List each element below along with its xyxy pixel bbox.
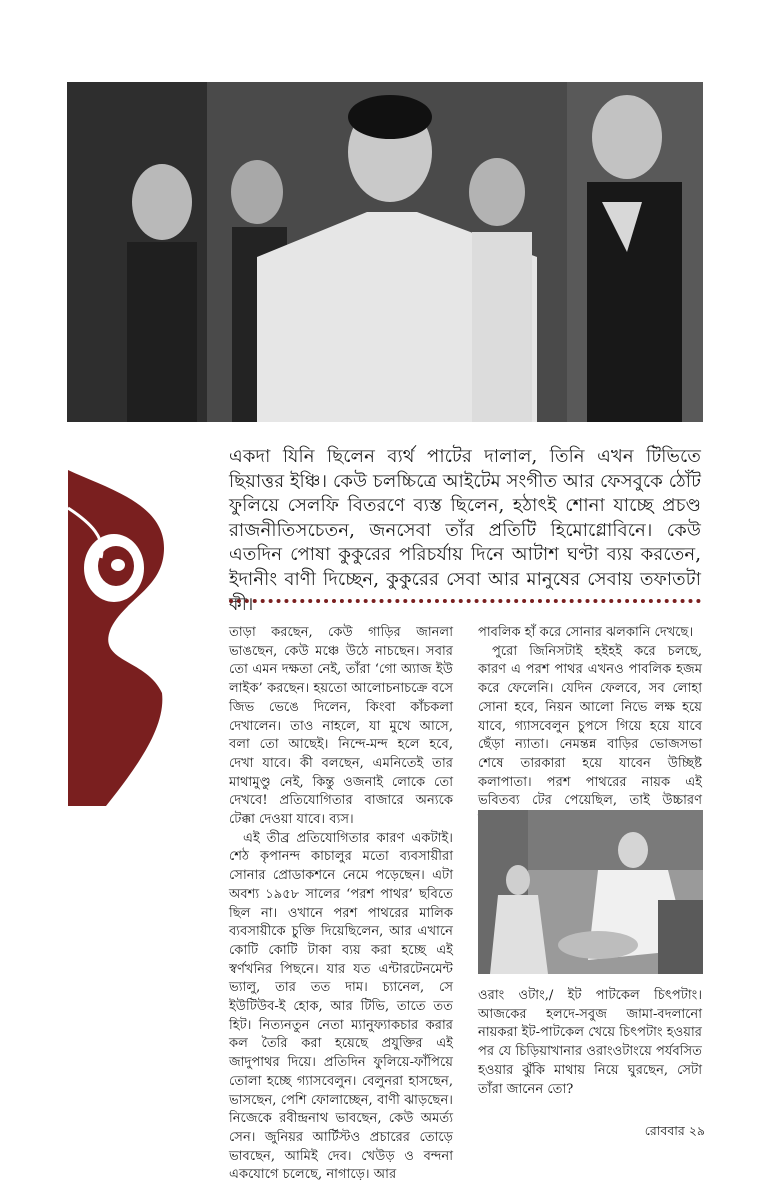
top-photo — [67, 82, 703, 422]
inline-photo-artwork — [478, 810, 703, 974]
page-folio: রোববার ২৯ — [644, 1123, 705, 1138]
drop-cap-artwork — [66, 468, 166, 806]
dotted-separator — [229, 599, 701, 607]
column-1-paragraph-1: তাড়া করছেন, কেউ গাড়ির জানলা ভাঙছেন, কেউ মঞ্চে উঠে নাচছেন। সবার তো এমন দক্ষতা নেই, তাঁরা ‘গো অ্যাজ ইউ লাইক’ করছেন। হয়তো আলোচনাচক্রে বসে জিভ ভেঙে দিলেন, কিংবা কাঁচকলা দেখালেন। তাও নাহলে, যা মুখে আসে, বলা তো আছেই। নিন্দে-মন্দ হলে হবে, দেখা যাবে। কী বলছেন, এমনিতেই তার মাথামুণ্ডু নেই, কিন্তু ওজনাই লোকে তো দেখবে! প্রতিযোগিতার বাজারে অন্যকে টেক্কা দেওয়া যাবে। ব্যস। — [229, 625, 453, 828]
column-3 — [478, 987, 702, 1099]
column-3-paragraph-1: ওরাং ওটাং,/ ইট পাটকেল চিৎপটাং। আজকের হলদে-সবুজ জামা-বদলানো নায়করা ইট-পাটকেল খেয়ে চিৎপটাং হওয়ার পর যে চিড়িয়াখানার ওরাংওটাংয়ে পর্যবসিত হওয়ার ঝুঁকি মাথায় নিয়ে ঘুরছেন, সেটা তাঁরা জানেন তো? — [478, 988, 702, 1097]
inline-photo — [478, 810, 703, 974]
column-2 — [478, 624, 702, 830]
column-1 — [229, 624, 453, 1185]
column-2-paragraph-1: পাবলিক হাঁ করে সোনার ঝলকানি দেখছে। — [478, 625, 694, 640]
drop-cap-letter — [66, 468, 166, 806]
top-photo-artwork — [67, 82, 703, 422]
column-1-paragraph-2: এই তীব্র প্রতিযোগিতার কারণ একটাই। শেঠ কৃপানন্দ কাচালুর মতো ব্যবসায়ীরা সোনার প্রোডাকশনে নেমে পড়েছেন। এটা অবশ্য ১৯৫৮ সালের ‘পরশ পাথর’ ছবিতে ছিল না। ওখানে পরশ পাথরের মালিক ব্যবসায়ীকে চুক্তি দিয়েছিলেন, আর এখানে কোটি কোটি টাকা ব্যয় করা হচ্ছে এই স্বর্ণখনির পিছনে। যার যত এন্টারটেনমেন্ট ভ্যালু, তার তত দাম। চ্যানেল, সে ইউটিউব-ই হোক, আর টিভি, তাতে তত হিট। নিত্যনতুন নেতা ম্যানুফ্যাকচার করার কল তৈরি করা হয়েছে প্রযুক্তির এই জাদুপাথর দিয়ে। প্রতিদিন ফুলিয়ে-ফাঁপিয়ে তোলা হচ্ছে গ্যাসবেলুন। বেলুনরা হাসছেন, ভাসছেন, পেশি ফোলাচ্ছেন, বাণী ঝাড়ছেন। নিজেকে রবীন্দ্রনাথ ভাবছেন, কেউ অমর্ত্য সেন। জুনিয়র আর্টিস্টও প্রচারের তোড়ে ভাবছেন, আমিই দেব। খেউড় ও বন্দনা একযোগে চলেছে, নাগাড়ে। আর — [229, 830, 453, 1183]
column-2-paragraph-2: পুরো জিনিসটাই হইহই করে চলছে, কারণ এ পরশ পাথর এখনও পাবলিক হজম করে ফেলেনি। যেদিন ফেলবে, সব লোহা সোনা হবে, নিয়ন আলো নিভে লক্ষ হয়ে যাবে, গ্যাসবেলুন চুপসে গিয়ে হয়ে যাবে ছেঁড়া ন্যাতা। নেমন্তন্ন বাড়ির ভোজসভা শেষে তারকারা হয়ে যাবেন উচ্ছিষ্ট কলাপাতা। পরশ পাথরের নায়ক এই ভবিতব্য টের পেয়েছিল, তাই উচ্চারণ — [478, 643, 702, 809]
lead-paragraph: একদা যিনি ছিলেন ব্যর্থ পাটের দালাল, তিনি এখন টিভিতে ছিয়াত্তর ইঞ্চি। কেউ চলচ্চিত্রে আইটেম সংগীত আর ফেসবুকে ঠোঁট ফুলিয়ে সেলফি বিতরণে ব্যস্ত ছিলেন, হঠাৎই শোনা যাচ্ছে প্রচণ্ড রাজনীতিসচেতন, জনসেবা তাঁর প্রতিটি হিমোগ্লোবিনে। কেউ এতদিন পোষা কুকুরের পরিচর্যায় দিনে আটাশ ঘণ্টা ব্যয় করতেন, ইদানীং বাণী দিচ্ছেন, কুকুরের সেবা আর মানুষের সেবায় তফাতটা কী। — [229, 446, 701, 615]
